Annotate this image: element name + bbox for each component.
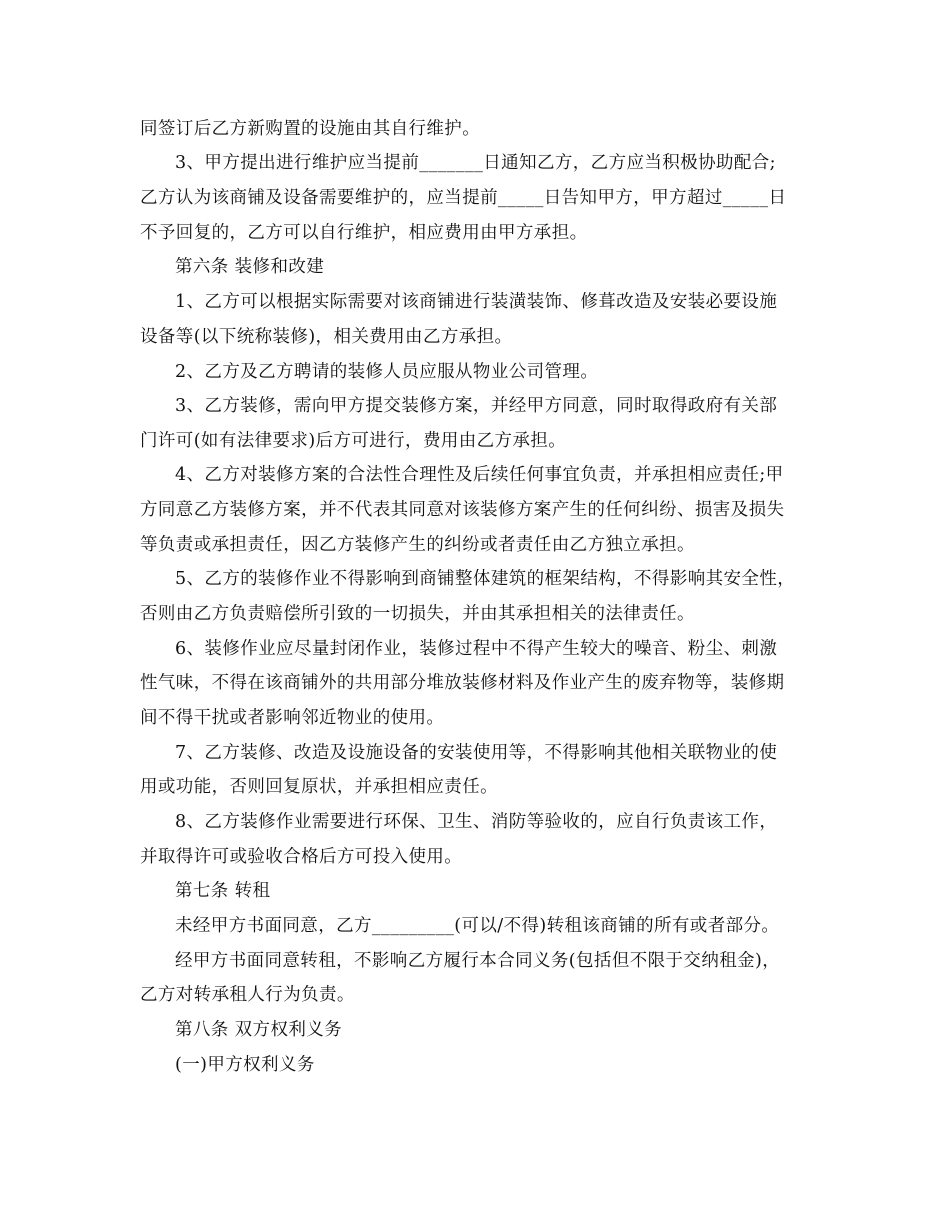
paragraph-line: 6、装修作业应尽量封闭作业，装修过程中不得产生较大的噪音、粉尘、刺激 (175, 639, 778, 659)
paragraph-line: 门许可(如有法律要求)后方可进行，费用由乙方承担。 (140, 431, 567, 451)
paragraph-line: 未经甲方书面同意，乙方_________(可以/不得)转租该商铺的所有或者部分。 (175, 916, 780, 936)
paragraph-line: 间不得干扰或者影响邻近物业的使用。 (140, 708, 445, 728)
paragraph-line: 5、乙方的装修作业不得影响到商铺整体建筑的框架结构，不得影响其安全性， (175, 569, 796, 589)
paragraph-line: 乙方对转承租人行为负责。 (140, 985, 355, 1005)
paragraph-line: 2、乙方及乙方聘请的装修人员应服从物业公司管理。 (175, 362, 599, 382)
paragraph-line: 设备等(以下统称装修)，相关费用由乙方承担。 (140, 327, 513, 347)
paragraph-line: 3、甲方提出进行维护应当提前_______日通知乙方，乙方应当积极协助配合; (175, 153, 776, 173)
subsection-heading: (一)甲方权利义务 (175, 1055, 315, 1075)
paragraph-line: 用或功能，否则回复原状，并承担相应责任。 (140, 777, 498, 797)
paragraph-line: 不予回复的，乙方可以自行维护，相应费用由甲方承担。 (140, 223, 588, 243)
paragraph-line: 4、乙方对装修方案的合法性合理性及后续任何事宜负责，并承担相应责任;甲 (175, 465, 784, 485)
paragraph-line: 3、乙方装修，需向甲方提交装修方案，并经甲方同意，同时取得政府有关部 (175, 396, 778, 416)
paragraph-line: 等负责或承担责任，因乙方装修产生的纠纷或者责任由乙方独立承担。 (140, 535, 695, 555)
paragraph-line: 方同意乙方装修方案，并不代表其同意对该装修方案产生的任何纠纷、损害及损失 (140, 500, 785, 520)
paragraph-line: 否则由乙方负责赔偿所引致的一切损失，并由其承担相关的法律责任。 (140, 604, 695, 624)
paragraph-line: 性气味，不得在该商铺外的共用部分堆放装修材料及作业产生的废弃物等，装修期 (140, 673, 785, 693)
section-heading: 第七条 转租 (175, 881, 271, 901)
section-heading: 第六条 装修和改建 (175, 257, 325, 277)
paragraph-line: 8、乙方装修作业需要进行环保、卫生、消防等验收的，应自行负责该工作， (175, 812, 778, 832)
paragraph-line: 1、乙方可以根据实际需要对该商铺进行装潢装饰、修葺改造及安装必要设施 (175, 292, 778, 312)
paragraph-line: 乙方认为该商铺及设备需要维护的，应当提前_____日告知甲方，甲方超过_____日 (140, 188, 787, 208)
paragraph-line: 并取得许可或验收合格后方可投入使用。 (140, 847, 463, 867)
paragraph-line: 同签订后乙方新购置的设施由其自行维护。 (140, 119, 481, 139)
paragraph-line: 7、乙方装修、改造及设施设备的安装使用等，不得影响其他相关联物业的使 (175, 743, 778, 763)
paragraph-line: 经甲方书面同意转租，不影响乙方履行本合同义务(包括但不限于交纳租金)， (175, 951, 781, 971)
section-heading: 第八条 双方权利义务 (175, 1020, 343, 1040)
